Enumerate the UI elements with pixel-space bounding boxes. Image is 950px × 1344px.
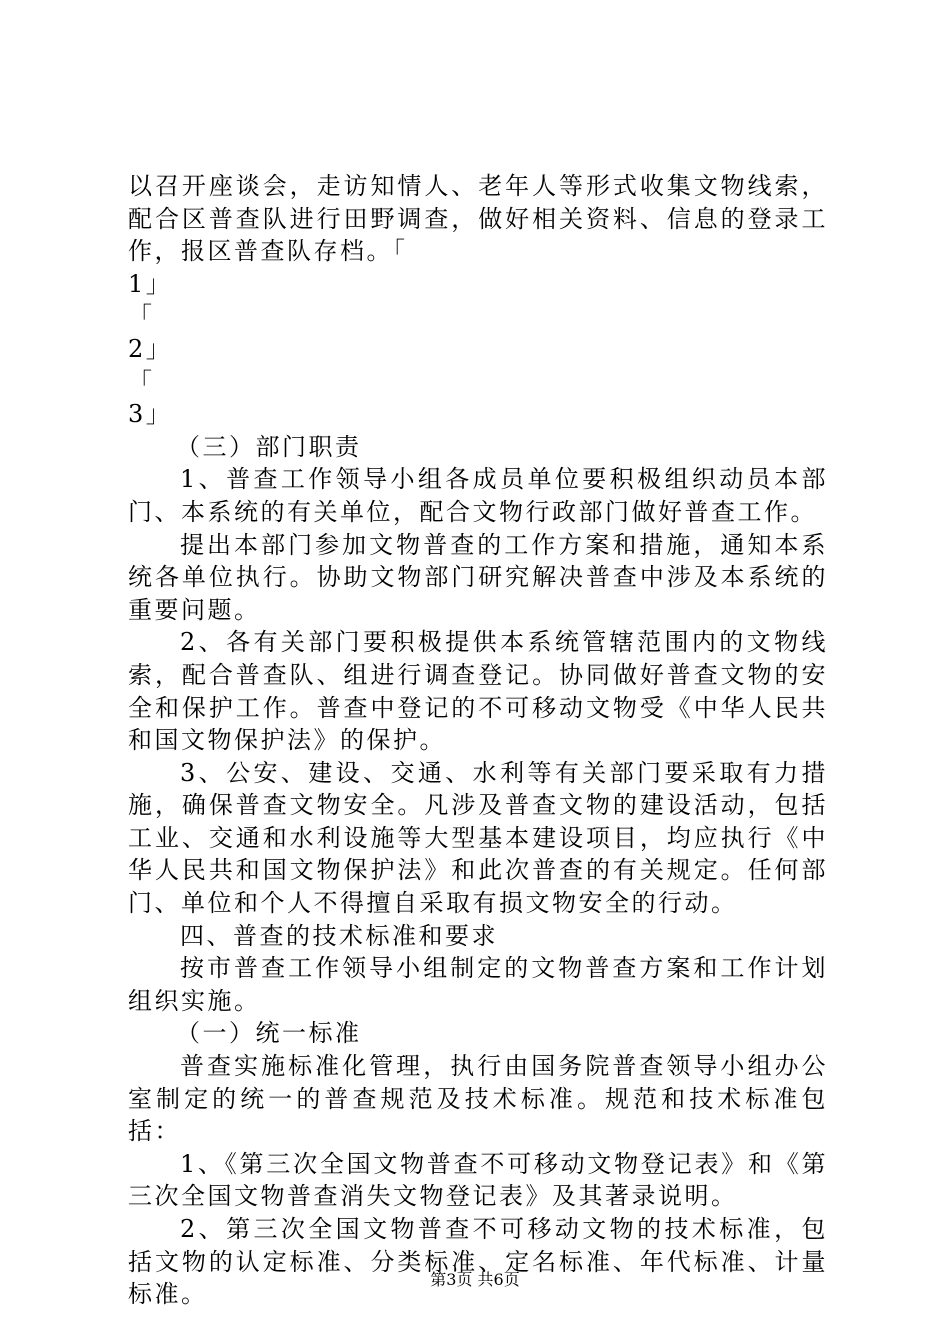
footnote-marker-3-open: 「 <box>128 367 155 396</box>
footnote-marker-1-close: 1」 <box>128 269 173 298</box>
section-heading-technical-standards: 四、普查的技术标准和要求 <box>180 921 498 950</box>
paragraph-implementation: 按市普查工作领导小组制定的文物普查方案和工作计划组织实施。 <box>128 954 828 1015</box>
paragraph-duty-3: 3、公安、建设、交通、水利等有关部门要采取有力措施，确保普查文物安全。凡涉及普查文物的建设活动，包括工业、交通和水利设施等大型基本建设项目，均应执行《中华人民共和国文物保护法》和此次普查的有关规定。任何部门、单位和个人不得擅自采取有损文物安全的行动。 <box>128 758 828 918</box>
paragraph-standard-1: 1、《第三次全国文物普查不可移动文物登记表》和《第三次全国文物普查消失文物登记表》及其著录说明。 <box>128 1149 828 1211</box>
paragraph-standard-2: 2、第三次全国文物普查不可移动文物的技术标准，包括文物的认定标准、分类标准、定名标准、年代标准、计量标准。 <box>128 1215 828 1309</box>
paragraph-duty-1: 1、普查工作领导小组各成员单位要积极组织动员本部门、本系统的有关单位，配合文物行政部门做好普查工作。 <box>128 465 828 526</box>
footnote-marker-2-open: 「 <box>128 302 155 331</box>
document-body <box>128 170 828 1311</box>
section-heading-department-duties: （三）部门职责 <box>176 432 362 461</box>
page-footer <box>0 1267 950 1290</box>
page-number-label: 第3页 共6页 <box>430 1270 520 1289</box>
paragraph-duty-1-plan: 提出本部门参加文物普查的工作方案和措施，通知本系统各单位执行。协助文物部门研究解决普查中涉及本系统的重要问题。 <box>128 530 828 624</box>
footnote-marker-3-close: 3」 <box>128 400 173 429</box>
footnote-marker-2-close: 2」 <box>128 334 173 363</box>
paragraph-duty-2: 2、各有关部门要积极提供本系统管辖范围内的文物线索，配合普查队、组进行调查登记。协同做好普查文物的安全和保护工作。普查中登记的不可移动文物受《中华人民共和国文物保护法》的保护。 <box>128 628 828 755</box>
paragraph-standardized-management: 普查实施标准化管理，执行由国务院普查领导小组办公室制定的统一的普查规范及技术标准。规范和技术标准包括： <box>128 1052 828 1146</box>
paragraph-intro-continuation: 以召开座谈会，走访知情人、老年人等形式收集文物线索，配合区普查队进行田野调查，做好相关资料、信息的登录工作，报区普查队存档。「 <box>128 172 828 266</box>
section-heading-unified-standards: （一）统一标准 <box>176 1019 362 1048</box>
